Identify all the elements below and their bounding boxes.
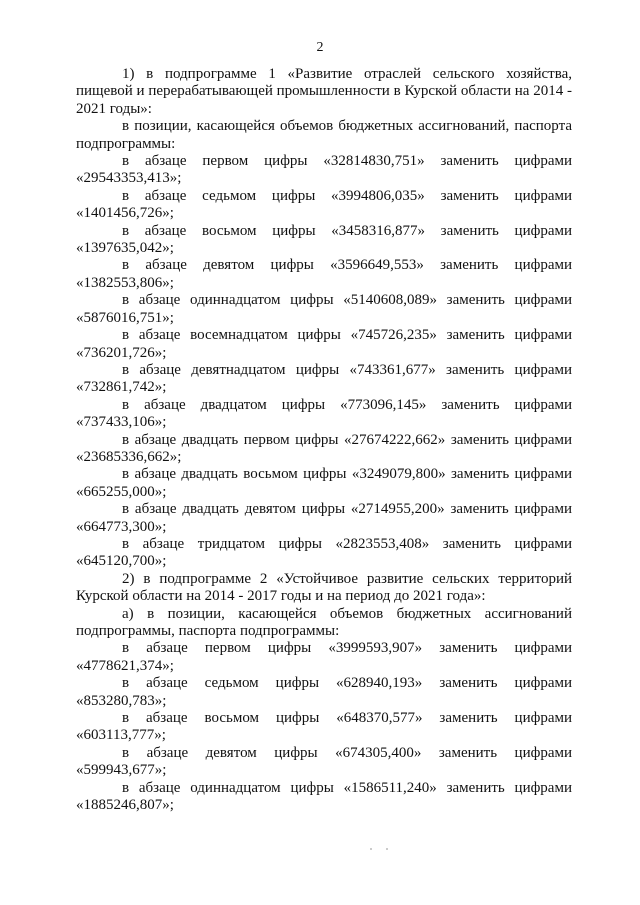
paragraph: в абзаце седьмом цифры «3994806,035» заменить цифрами «1401456,726»; bbox=[76, 187, 572, 222]
paragraph: в абзаце двадцатом цифры «773096,145» заменить цифрами «737433,106»; bbox=[76, 396, 572, 431]
paragraph: в абзаце одиннадцатом цифры «1586511,240» заменить цифрами «1885246,807»; bbox=[76, 779, 572, 814]
paragraph: в абзаце двадцать первом цифры «27674222,662» заменить цифрами «23685336,662»; bbox=[76, 431, 572, 465]
paragraph: 2) в подпрограмме 2 «Устойчивое развитие сельских территорий Курской области на 2014 - 2017 годы и на период до 2021 года»: bbox=[76, 570, 572, 605]
scan-artifact bbox=[370, 848, 372, 850]
paragraph: в абзаце девятнадцатом цифры «743361,677» заменить цифрами «732861,742»; bbox=[76, 361, 572, 396]
paragraph: в абзаце первом цифры «32814830,751» заменить цифрами «29543353,413»; bbox=[76, 153, 572, 187]
paragraph: в абзаце двадцать девятом цифры «2714955,200» заменить цифрами «664773,300»; bbox=[76, 501, 572, 535]
paragraph: а) в позиции, касающейся объемов бюджетных ассигнований подпрограммы, паспорта подпрограммы: bbox=[76, 605, 572, 639]
paragraph: в абзаце седьмом цифры «628940,193» заменить цифрами «853280,783»; bbox=[76, 675, 572, 709]
paragraph: в абзаце одиннадцатом цифры «5140608,089» заменить цифрами «5876016,751»; bbox=[76, 292, 572, 326]
paragraph: в абзаце двадцать восьмом цифры «3249079,800» заменить цифрами «665255,000»; bbox=[76, 466, 572, 500]
page-number: 2 bbox=[316, 40, 324, 55]
paragraph: в абзаце тридцатом цифры «2823553,408» заменить цифрами «645120,700»; bbox=[76, 535, 572, 570]
paragraph: в абзаце девятом цифры «674305,400» заменить цифрами «599943,677»; bbox=[76, 744, 572, 779]
paragraph: в абзаце девятом цифры «3596649,553» заменить цифрами «1382553,806»; bbox=[76, 257, 572, 291]
paragraph: в позиции, касающейся объемов бюджетных ассигнований, паспорта подпрограммы: bbox=[76, 118, 572, 152]
paragraph: в абзаце восемнадцатом цифры «745726,235» заменить цифрами «736201,726»; bbox=[76, 327, 572, 361]
paragraph: в абзаце первом цифры «3999593,907» заменить цифрами «4778621,374»; bbox=[76, 640, 572, 674]
document-body bbox=[76, 66, 572, 814]
paragraph: 1) в подпрограмме 1 «Развитие отраслей сельского хозяйства, пищевой и перерабатывающей промышленности в Курской области на 2014 - 2021 годы»: bbox=[76, 66, 572, 117]
paragraph: в абзаце восьмом цифры «648370,577» заменить цифрами «603113,777»; bbox=[76, 710, 572, 744]
paragraph: в абзаце восьмом цифры «3458316,877» заменить цифрами «1397635,042»; bbox=[76, 222, 572, 257]
scan-artifact bbox=[386, 848, 388, 850]
